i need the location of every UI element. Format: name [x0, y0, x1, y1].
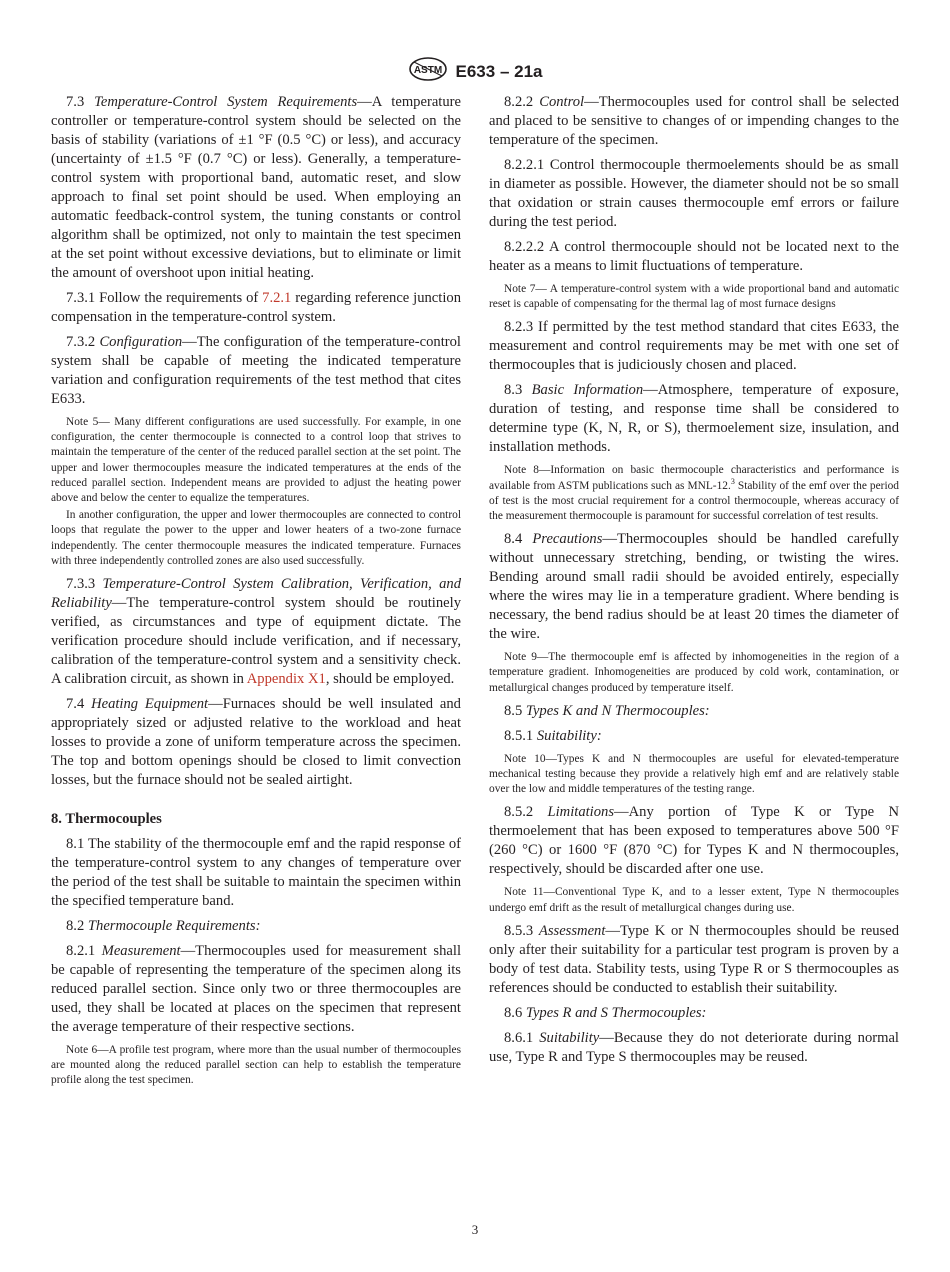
paragraph-7-4: 7.4 Heating Equipment—Furnaces should be well insulated and appropriately sized or adjusted relative to the workload and heat losses to provide a zone of uniform temperature across the specimen. The top and bottom openings should be closed to limit convection losses, but the furnace should not be sealed airtight.: [51, 696, 461, 789]
paragraph-8-2-2-2: 8.2.2.2 A control thermocouple should not be located next to the heater as a means to limit fluctuations of temperature.: [489, 239, 899, 274]
svg-text:ASTM: ASTM: [413, 65, 442, 76]
note-7: Note 7— A temperature-control system with a wide proportional band and automatic reset is capable of compensating for the thermal lag of most furnace designs: [489, 283, 900, 311]
section-heading-8: 8. Thermocouples: [51, 811, 162, 828]
note-8: Note 8—Information on basic thermocouple characteristics and performance is available from ASTM publications such as MNL-12.$^3$ Stability of the emf over the period of test is the most crucial requirement for a control thermocouple, whereas accuracy of the measurement thermocouple is paramount for successful correlation of test results.: [489, 464, 900, 523]
right-column: [489, 93, 899, 1073]
paragraph-8-2-2: 8.2.2 Control—Thermocouples used for control shall be selected and placed to be sensitive to changes of or impending changes to the temperature of the specimen.: [489, 94, 900, 148]
note-5: Note 5— Many different configurations are used successfully. For example, in one configuration, the center thermocouple is connected to a control loop that strives to maintain the temperature of the center of the reduced parallel section at the set point. The upper and lower thermocouples measure the indicated temperatures at the ends of the reduced parallel section. Independent means are provided to adjust the heating power above and below the center to equalize the temperatures.: [51, 416, 462, 505]
paragraph-8-1: 8.1 The stability of the thermocouple emf and the rapid response of the temperature-control system to any changes of temperature over the period of the test shall be suitable to maintain the specimen within the specified temperature band.: [51, 836, 462, 910]
paragraph-8-6: 8.6 Types R and S Thermocouples:: [504, 1004, 707, 1021]
note-9: Note 9—The thermocouple emf is affected by inhomogeneities in the region of a temperature gradient. Inhomogeneities are produced by cold work, contamination, or metallurgical changes produced by temperature itself.: [489, 651, 900, 694]
paragraph-8-4: 8.4 Precautions—Thermocouples should be handled carefully without unnecessary stretching, bending, or twisting the wires. Bending around small radii should be avoided entirely, especially where the wires may lie in a temperature gradient. Where bending is necessary, the bend radius should be at least 20 times the diameter of the wire.: [489, 531, 899, 643]
note-5-continued: In another configuration, the upper and lower thermocouples are connected to control loops that regulate the power to the upper and lower heaters of a two-zone furnace independently. The center thermocouple measures the indicated temperature. Furnaces with three independently controlled zones are also used successfully.: [51, 509, 461, 567]
paragraph-8-2: 8.2 Thermocouple Requirements:: [66, 918, 261, 935]
paragraph-7-3: 7.3 Temperature-Control System Requirements—A temperature controller or temperature-control system should be selected on the basis of stability (variations of ±1 °F (0.5 °C) or less), and accuracy (uncertainty of ±1.5 °F (0.7 °C) or less). Generally, a temperature-control system with proportional band, automatic reset, and slow approach to final set point should be used. When employing an automatic feedback-control system, the tuning constants or control algorithm shall be optimized, not only to maintain the test specimen at the set point without excessive deviations, but to eliminate or limit the amount of overshoot upon initial heating.: [51, 94, 461, 281]
page-header: [0, 56, 950, 87]
paragraph-8-6-1: 8.6.1 Suitability—Because they do not deteriorate during normal use, Type R and Type S thermocouples may be reused.: [489, 1029, 899, 1065]
note-6: Note 6—A profile test program, where more than the usual number of thermocouples are mounted along the reduced parallel section can help to establish the temperature profile along the test specimen.: [51, 1044, 462, 1087]
note-10: Note 10—Types K and N thermocouples are useful for elevated-temperature mechanical testing because they provide a relatively high emf and are relatively stable over the low and middle temperatures of the testing range.: [489, 752, 899, 796]
note-11: Note 11—Conventional Type K, and to a lesser extent, Type N thermocouples undergo emf drift as the result of metallurgical changes during use.: [489, 886, 899, 914]
paragraph-8-5: 8.5 Types K and N Thermocouples:: [504, 702, 710, 719]
paragraph-8-5-1: 8.5.1 Suitability:: [504, 727, 602, 744]
cross-reference-link[interactable]: 7.2.1: [262, 290, 292, 306]
page-number: 3: [471, 1222, 479, 1237]
paragraph-8-2-2-1: 8.2.2.1 Control thermocouple thermoelements should be as small in diameter as possible. However, the diameter should not be so small that oxidation or strain causes thermocouple emf errors or failure during the test period.: [489, 157, 899, 230]
astm-logo-icon: [408, 56, 448, 87]
paragraph-8-2-3: 8.2.3 If permitted by the test method standard that cites E633, the measurement and control requirements may be met with one set of thermocouples that is judiciously chosen and placed.: [489, 319, 899, 374]
paragraph-8-3: 8.3 Basic Information—Atmosphere, temperature of exposure, duration of testing, and response time shall be considered to determine type (K, N, R, or S), thermoelement size, insulation, and installation methods.: [489, 382, 899, 456]
left-column: [51, 93, 461, 1095]
appendix-link[interactable]: Appendix X1: [246, 671, 326, 688]
paragraph-8-2-1: 8.2.1 Measurement—Thermocouples used for measurement shall be capable of representing the temperature of the specimen along its reduced parallel section. Since only two or three thermocouples are used, they shall be located at places on the specimen that represent the average temperature of their respective sections.: [51, 943, 461, 1036]
paragraph-7-3-2: 7.3.2 Configuration—The configuration of the temperature-control system shall be capable of meeting the indicated temperature variation and configuration requirements of the test method that cites E633.: [51, 334, 461, 407]
paragraph-7-3-1: 7.3.1 Follow the requirements of 7.2.1 regarding reference junction compensation in the temperature-control system.: [51, 290, 461, 325]
document-id: E633 – 21a: [455, 61, 543, 81]
paragraph-8-5-3: 8.5.3 Assessment—Type K or N thermocouples should be reused only after their suitability for a particular test program is proven by a body of test data. Stability tests, using Type R or S thermocouples as references should be conducted to establish their suitability.: [489, 922, 899, 996]
paragraph-8-5-2: 8.5.2 Limitations—Any portion of Type K or Type N thermoelement that has been exposed to temperatures above 500 °F (260 °C) or 1600 °F (870 °C) for Types K and N thermocouples, respectively, should be discarded after one use.: [489, 804, 899, 878]
footnote-3-ref[interactable]: 3: [730, 476, 735, 486]
paragraph-7-3-3: 7.3.3 Temperature-Control System Calibration, Verification, and Reliability—The temperature-control system should be routinely verified, as circumstances and type of equipment dictate. The verification procedure should include verification, and if necessary, calibration of the temperature-control system and a sensitivity check. A calibration circuit, as shown in Appendix X1, should be employed.: [51, 576, 461, 688]
